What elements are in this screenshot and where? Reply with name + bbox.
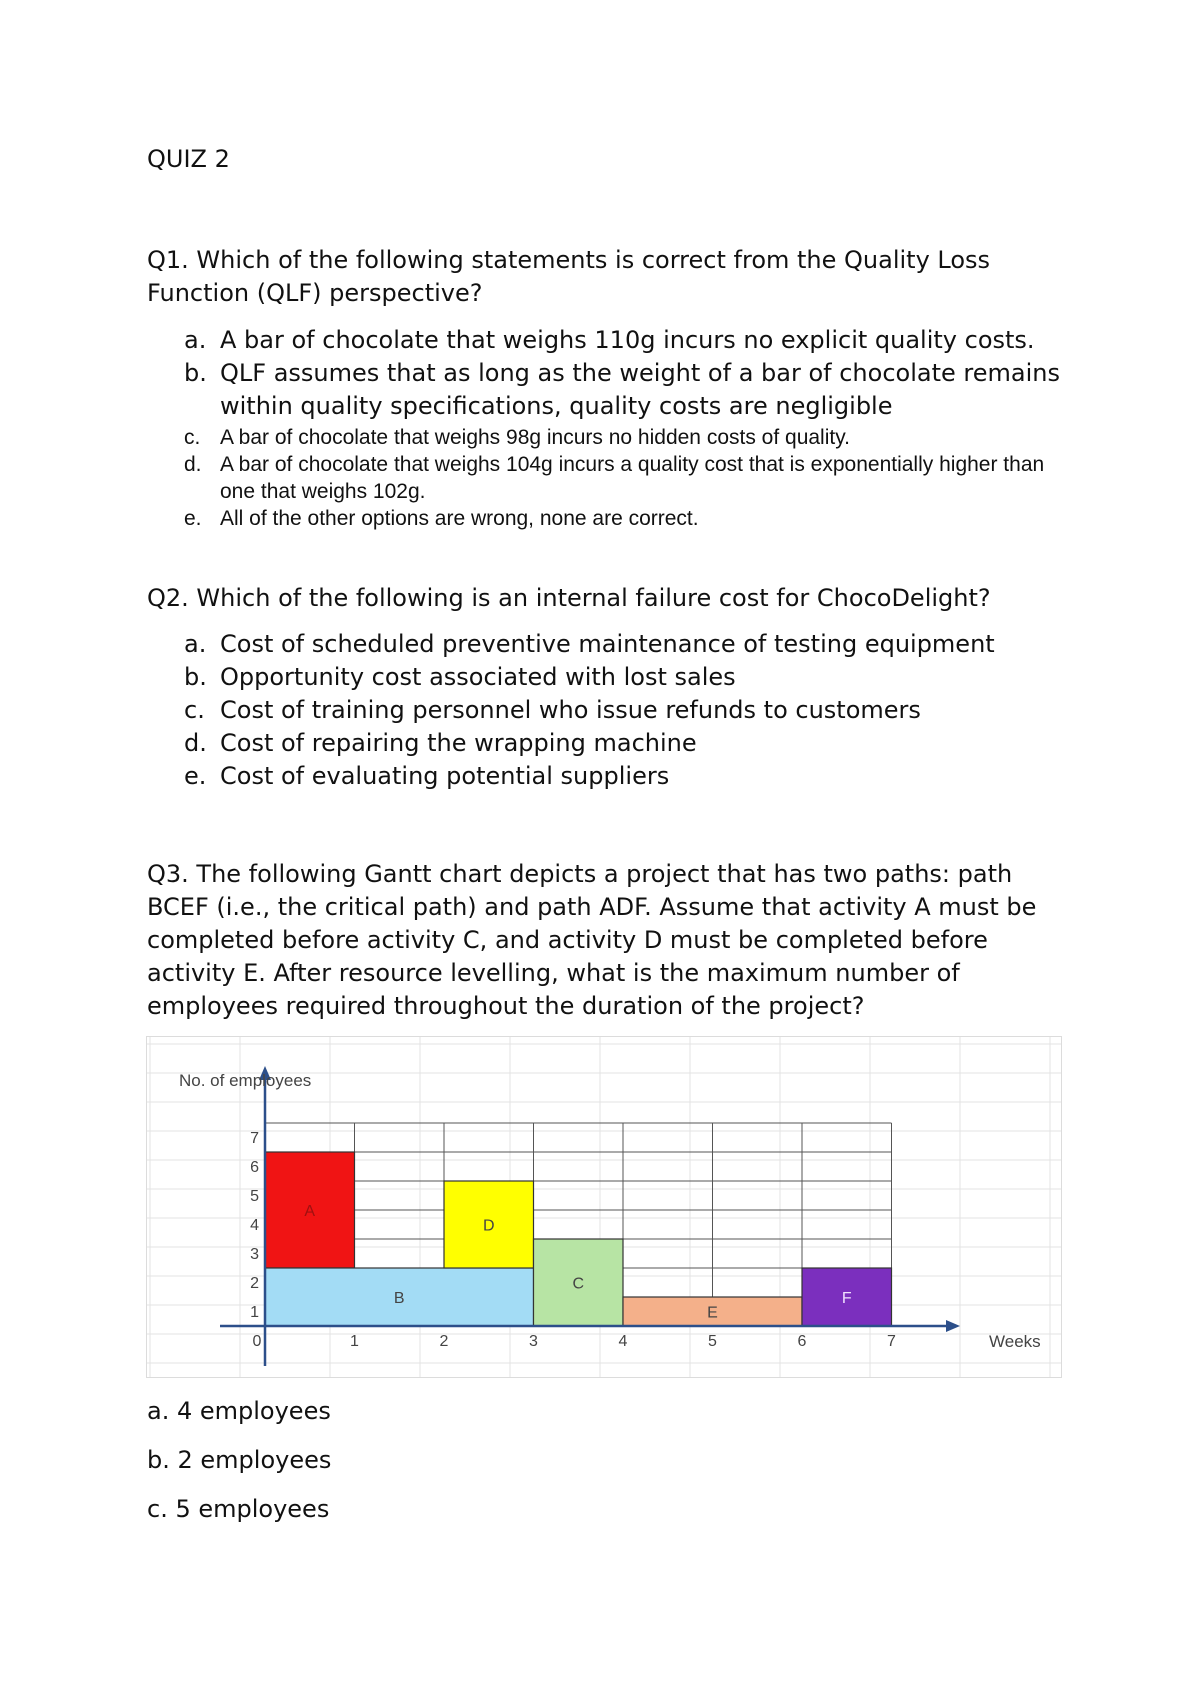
x-tick-label: 0 — [252, 1333, 262, 1350]
option-letter: c. — [184, 696, 205, 724]
x-tick-label: 7 — [887, 1333, 896, 1350]
x-tick-label: 1 — [350, 1333, 359, 1350]
y-tick-label: 7 — [250, 1130, 259, 1147]
activity-label-a: A — [304, 1203, 316, 1220]
activity-f — [802, 1268, 892, 1326]
option-text: A bar of chocolate that weighs 110g incurs no explicit quality costs. — [220, 326, 1035, 354]
x-axis-title: Weeks — [989, 1332, 1041, 1351]
gantt-chart — [146, 1036, 1062, 1378]
activity-label-c: C — [572, 1275, 585, 1293]
option-text: All of the other options are wrong, none are correct. — [220, 507, 699, 530]
option-letter: e. — [184, 507, 202, 530]
activity-d — [444, 1181, 534, 1268]
option-letter: e. — [184, 762, 207, 790]
q2-option-a — [147, 628, 1077, 661]
q3-answer-a: a. 4 employees — [147, 1397, 331, 1425]
option-text: Cost of repairing the wrapping machine — [220, 729, 697, 757]
option-letter: a. — [184, 326, 207, 354]
question-3: Q3. The following Gantt chart depicts a project that has two paths: path BCEF (i.e., the critical path) and path ADF. Assume that activity A must be completed before activity C, and activity D must be completed before activity E. After resource levelling, what is the maximum number of employees required throughout the duration of the project? — [147, 860, 1037, 1020]
x-tick-label: 2 — [439, 1333, 449, 1350]
y-axis-title: No. of employees — [179, 1071, 312, 1090]
x-tick-label: 6 — [797, 1333, 807, 1350]
q3-answer-c: c. 5 employees — [147, 1495, 330, 1523]
question-2: Q2. Which of the following is an internal failure cost for ChocoDelight? — [147, 584, 991, 612]
option-text: Cost of evaluating potential suppliers — [220, 762, 670, 790]
x-tick-label: 5 — [708, 1333, 717, 1350]
y-tick-label: 6 — [250, 1159, 259, 1176]
option-letter: d. — [184, 729, 207, 757]
activity-label-f: F — [841, 1290, 852, 1307]
q2-option-e — [147, 760, 1077, 793]
q1-option-c — [147, 424, 1077, 451]
x-tick-label: 4 — [618, 1333, 628, 1350]
activity-b — [265, 1268, 534, 1326]
q2-option-c — [147, 694, 1077, 727]
option-letter: d. — [184, 453, 202, 476]
q3-answer-b: b. 2 employees — [147, 1446, 332, 1474]
option-text: Cost of training personnel who issue refunds to customers — [220, 696, 921, 724]
q2-option-d — [147, 727, 1077, 760]
y-tick-label: 1 — [250, 1304, 259, 1321]
activity-a — [265, 1152, 355, 1268]
activity-label-b: B — [393, 1290, 405, 1307]
activity-label-e: E — [707, 1304, 718, 1322]
option-text: QLF assumes that as long as the weight of a bar of chocolate remains within quality specifications, quality costs are negligible — [220, 359, 1060, 420]
q1-option-a — [147, 324, 1077, 357]
gantt-chart-svg — [146, 1036, 1062, 1378]
activity-e — [623, 1297, 802, 1326]
question-2-options — [147, 628, 1077, 793]
question-1: Q1. Which of the following statements is correct from the Quality Loss Function (QLF) perspective? — [147, 246, 991, 307]
option-letter: b. — [184, 663, 207, 691]
y-tick-label: 3 — [250, 1246, 259, 1263]
option-letter: c. — [184, 426, 201, 449]
x-axis-arrow-icon — [946, 1320, 960, 1332]
option-text: A bar of chocolate that weighs 98g incurs no hidden costs of quality. — [220, 426, 850, 449]
question-1-options — [147, 324, 1077, 423]
q2-option-b — [147, 661, 1077, 694]
activity-label-d: D — [482, 1217, 495, 1235]
option-text: Opportunity cost associated with lost sales — [220, 663, 736, 691]
x-tick-label: 3 — [529, 1333, 538, 1350]
option-text: A bar of chocolate that weighs 104g incurs a quality cost that is exponentially higher than one that weighs 102g. — [220, 453, 1045, 503]
question-1-options-cont — [147, 424, 1077, 532]
q1-option-e — [147, 505, 1077, 532]
option-text: Cost of scheduled preventive maintenance of testing equipment — [220, 630, 995, 658]
quiz-title: QUIZ 2 — [147, 145, 230, 173]
activity-c — [534, 1239, 624, 1326]
option-letter: b. — [184, 359, 207, 387]
y-tick-label: 4 — [250, 1217, 259, 1234]
option-letter: a. — [184, 630, 207, 658]
q1-option-d — [147, 451, 1077, 505]
q1-option-b — [147, 357, 1077, 423]
y-tick-label: 5 — [250, 1188, 259, 1205]
y-tick-label: 2 — [250, 1275, 259, 1292]
